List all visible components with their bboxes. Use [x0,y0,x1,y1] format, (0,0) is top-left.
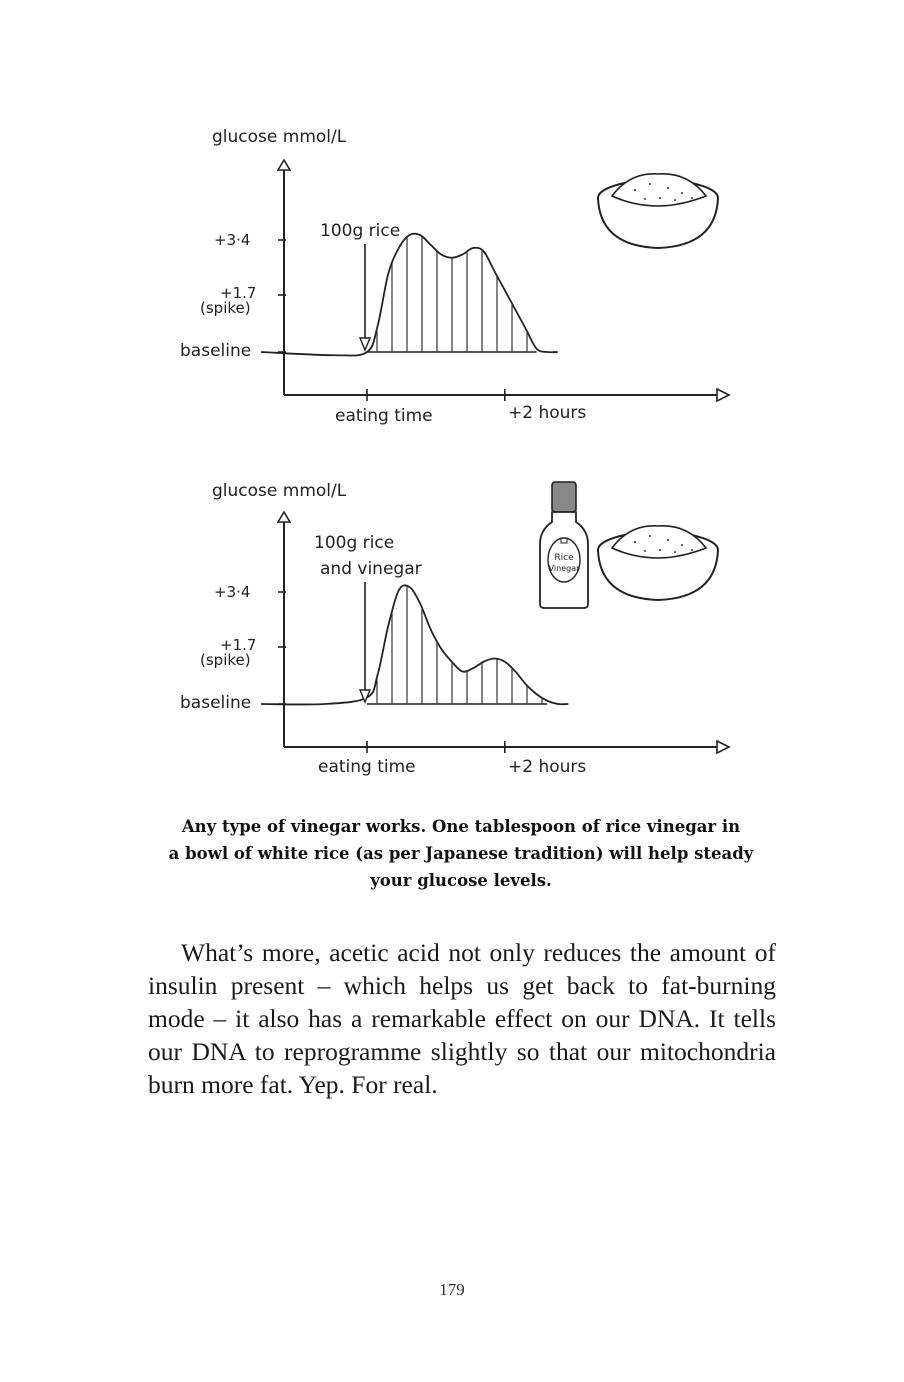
rice-bowl-icon [598,174,718,248]
eating-arrow-head [360,338,370,350]
figure-caption [160,813,762,894]
chart-rice-vinegar [160,472,770,792]
y-tick-label-spike: (spike) [200,651,251,669]
y-axis-label: glucose mmol/L [212,481,347,501]
chart-rice-vinegar-svg [160,472,770,792]
bottle-label-line2: Vinegar [548,564,580,573]
caption-line-2: a bowl of white rice (as per Japanese tradition) will help steady [168,844,754,863]
x-axis-arrow [717,389,729,401]
y-tick-label-baseline: baseline [180,341,252,361]
caption-line-1: Any type of vinegar works. One tablespoon of rice vinegar in [181,817,741,836]
y-tick-label-1-7: +1.7 [220,636,257,654]
y-axis-arrow [278,512,290,522]
annotation-line1: 100g rice [314,533,395,553]
caption-line-3: your glucose levels. [370,871,552,890]
x-axis-arrow [717,741,729,753]
x-tick-label-eating-time: eating time [318,757,416,777]
rice-vinegar-bottle-icon [540,482,588,608]
bottle-label-line1: Rice [554,553,574,563]
annotation-rice: 100g rice [320,221,401,241]
rice-bowl-icon [598,526,718,600]
glucose-curve-line [261,585,568,704]
glucose-curve-line [261,234,558,356]
x-tick-label-2-hours: +2 hours [508,403,587,423]
x-tick-label-eating-time: eating time [335,406,433,426]
y-tick-label-1-7: +1.7 [220,284,257,302]
y-tick-label-spike: (spike) [200,299,251,317]
y-axis-arrow [278,160,290,170]
x-tick-label-2-hours: +2 hours [508,757,587,777]
page-number: 179 [439,1280,465,1299]
body-paragraph: What’s more, acetic acid not only reduces the amount of insulin present – which helps us get back to fat-burning mode – it also has a remarkable effect on our DNA. It tells our DNA to reprogramme slightly so that our mitochondria burn more fat. Yep. For real. [148,938,776,1099]
y-axis-label: glucose mmol/L [212,127,347,147]
y-tick-label-3-4: +3·4 [214,231,251,249]
chart-rice-svg [160,120,770,440]
y-tick-label-baseline: baseline [180,693,252,713]
annotation-line2: and vinegar [320,559,422,579]
y-tick-label-3-4: +3·4 [214,583,251,601]
chart-rice [160,120,770,440]
